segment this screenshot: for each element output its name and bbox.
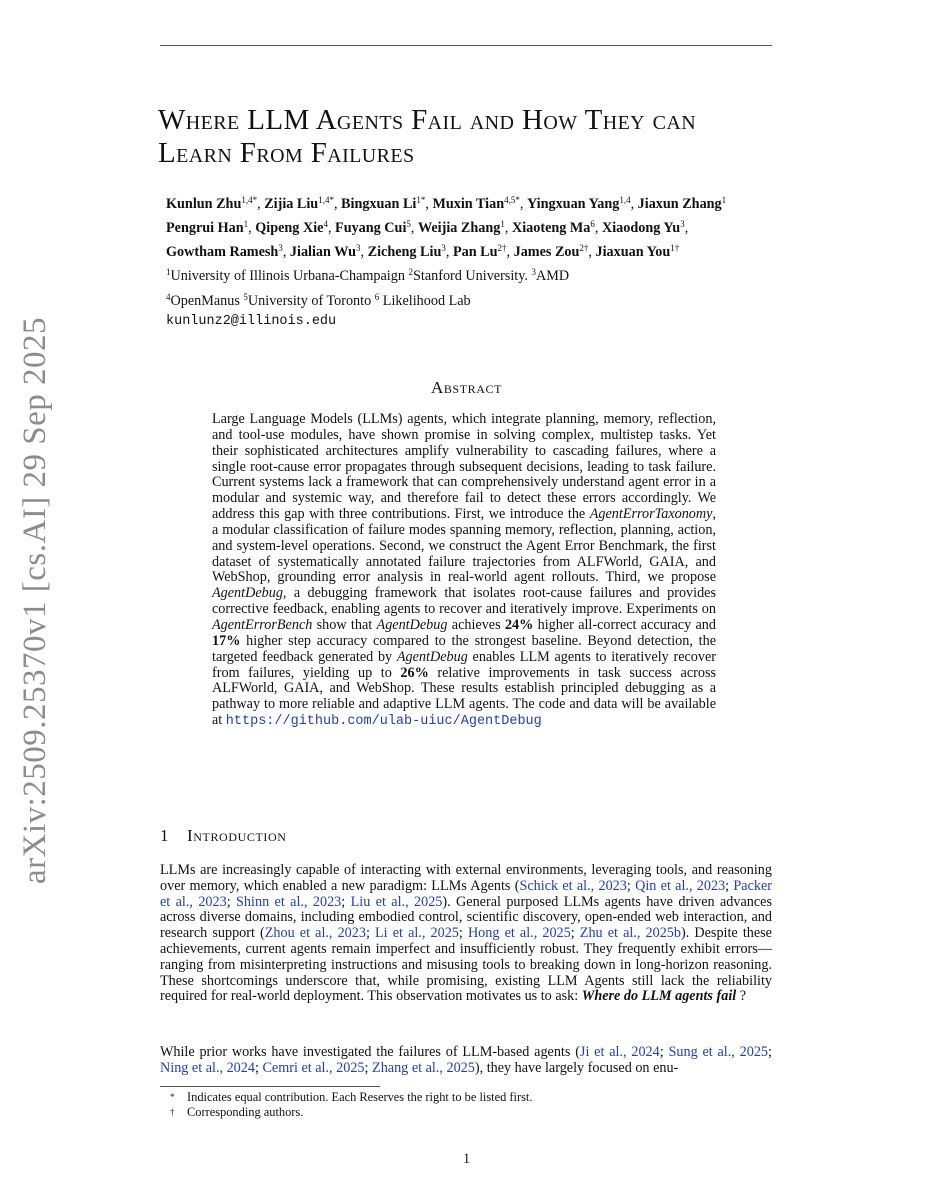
paper-title xyxy=(158,104,798,170)
author: Zicheng Liu$^3$ xyxy=(367,243,446,260)
author: Fuyang Cui$^5$ xyxy=(335,219,411,236)
author: Xiaodong Yu$^3$ xyxy=(601,219,685,236)
footnote-corresponding-authors: † Corresponding authors. xyxy=(170,1105,304,1119)
citation-link[interactable]: Zhang et al., 2025 xyxy=(372,1059,475,1076)
citation-link[interactable]: Cemri et al., 2025 xyxy=(262,1059,365,1076)
author: Yingxuan Yang$^{1,4}$ xyxy=(526,195,631,212)
page-number: 1 xyxy=(462,1151,471,1167)
author: Pan $Lu^{2\dagger}$ xyxy=(452,243,507,260)
author: Muxin Tian$^{4,5*}$ xyxy=(432,195,520,212)
citation-link[interactable]: Zhu et al., 2025b xyxy=(579,925,681,942)
author: Qipeng Xie$^4$ xyxy=(255,219,328,236)
author: Kunlun Zhu$^{1,4*}$ xyxy=(166,195,258,212)
author: Xiaoteng Ma$^6$ xyxy=(511,219,595,236)
intro-paragraph-2: While prior works have investigated the failures of LLM-based agents (Ji et al., 2024; Sung et al., 2025; Ning et al., 2024; Cemri et al., 2025; Zhang et al., 2025), they have largely focused on enu- xyxy=(160,1044,772,1076)
title-line-2: Learn From Failures xyxy=(158,137,415,169)
abstract-heading: Abstract xyxy=(430,378,503,397)
arxiv-stamp-text: arXiv:2509.25370v1 [cs.AI] 29 Sep 2025 xyxy=(17,316,54,884)
footnotes xyxy=(170,1090,770,1120)
top-rule xyxy=(160,45,772,46)
section-heading-introduction: 1 Introduction xyxy=(160,826,287,845)
citation-link[interactable]: Li et al., 2025 xyxy=(375,925,459,942)
author: Zijia Liu$^{1,4*}$ xyxy=(264,195,334,212)
code-url-link[interactable]: https://github.com/ulab-uiuc/AgentDebug xyxy=(225,714,542,730)
author-list: Kunlun Zhu$^{1,4*}$, Zijia Liu$^{1,4*}$, Bingxuan $Li^{1*}$, Muxin Tian$^{4,5*}$, Yingxuan Yang$^{1,4}$, Jiaxun Zhang$^1$ Pengrui Han$^1$, Qipeng Xie$^4$, Fuyang Cui$^5$, Weijia Zhang$^1$, Xiaoteng Ma$^6$, Xiaodong Yu$^3$, Gowtham Ramesh$^3$, Jialian Wu$^3$, Zicheng Liu$^3$, Pan $Lu^{2\dagger}$, James Zou$^{2\dagger}$, Jiaxuan You$^{1\dagger}$ xyxy=(166,195,727,260)
citation-link[interactable]: Sung et al., 2025 xyxy=(668,1044,769,1060)
citation-link[interactable]: Liu et al., 2025 xyxy=(350,893,443,910)
citation-link[interactable]: Ji et al., 2024 xyxy=(579,1044,660,1060)
citation-link[interactable]: Zhou et al., 2023 xyxy=(264,925,366,942)
affiliations-line-1: $^1$University of Illinois Urbana-Champaign $^2$Stanford University. $^3$AMD xyxy=(166,267,570,284)
contact-email: kunlunz2@illinois.edu xyxy=(166,314,337,329)
author: Pengrui Han$^1$ xyxy=(166,219,249,236)
citation-link[interactable]: Schick et al., 2023 xyxy=(519,877,627,894)
affiliations-line-2: $^4$OpenManus $^5$University of Toronto $^6$ Likelihood Lab xyxy=(166,292,471,309)
citation-link[interactable]: Ning et al., 2024 xyxy=(160,1059,255,1076)
citation-link[interactable]: Hong et al., 2025 xyxy=(467,925,571,942)
citation-link[interactable]: Packer et al., 2023 xyxy=(160,877,773,910)
citation-link[interactable]: Qin et al., 2023 xyxy=(635,877,726,894)
author: Gowtham Ramesh$^3$ xyxy=(166,243,283,260)
footnote-rule xyxy=(160,1086,380,1087)
author: Jialian Wu$^3$ xyxy=(289,243,361,260)
footnote-equal-contribution: * Indicates equal contribution. Each Reserves the right to be listed first. xyxy=(170,1090,533,1104)
author: Jiaxuan You$^{1\dagger}$ xyxy=(595,243,680,260)
author: Jiaxun Zhang$^1$ xyxy=(637,195,727,212)
author: Weijia Zhang$^1$ xyxy=(417,219,505,236)
author: James Zou$^{2\dagger}$ xyxy=(513,243,589,260)
abstract-body: Large Language Models (LLMs) agents, which integrate planning, memory, reflection, and tool-use modules, have shown promise in solving complex, multistep tasks. Yet their sophisticated architectures amplify vulnerability to cascading failures, where a single root-cause error propagates through subsequent decisions, leading to task failure. Current systems lack a framework that can comprehensively understand agent error in a modular and systemic way, and therefore fail to detect these errors accordingly. We address this gap with three contributions. First, we introduce the AgentErrorTaxonomy, a modular classification of failure modes spanning memory, reflection, planning, action, and system-level operations. Second, we construct the Agent Error Benchmark, the first dataset of systematically annotated failure trajectories from ALFWorld, GAIA, and WebShop, grounding error analysis in real-world agent rollouts. Third, we propose AgentDebug, a debugging framework that isolates root-cause failures and provides corrective feedback, enabling agents to recover and iteratively improve. Experiments on AgentErrorBench show that AgentDebug achieves 24% higher all-correct accuracy and 17% higher step accuracy compared to the strongest baseline. Beyond detection, the targeted feedback generated by AgentDebug enables LLM agents to iteratively recover from failures, yielding up to 26% relative improvements in task success across ALFWorld, GAIA, and WebShop. These results establish principled debugging as a pathway to more reliable and adaptive LLM agents. The code and data will be available at https://github.com/ulab-uiuc/AgentDebug xyxy=(212,411,716,730)
intro-paragraph-1: LLMs are increasingly capable of interacting with external environments, leveraging tools, and reasoning over memory, which enabled a new paradigm: LLMs Agents (Schick et al., 2023; Qin et al., 2023; Packer et al., 2023; Shinn et al., 2023; Liu et al., 2025). General purposed LLMs agents have driven advances across diverse domains, including embodied control, scientific discovery, open-ended web interaction, and research support (Zhou et al., 2023; Li et al., 2025; Hong et al., 2025; Zhu et al., 2025b). Despite these achievements, current agents remain imperfect and insufficiently robust. They frequently exhibit errors—ranging from misinterpreting instructions and misusing tools to breaking down in long-horizon reasoning. These shortcomings underscore that, while promising, existing LLM Agents still lack the reliability required for real-world deployment. This observation motivates us to ask: Where do LLM agents fail ? xyxy=(160,862,773,1005)
author: Bingxuan $Li^{1*}$ xyxy=(341,195,426,212)
title-line-1: Where LLM Agents Fail and How They can xyxy=(158,104,697,136)
arxiv-stamp xyxy=(6,316,66,884)
citation-link[interactable]: Shinn et al., 2023 xyxy=(236,893,342,910)
